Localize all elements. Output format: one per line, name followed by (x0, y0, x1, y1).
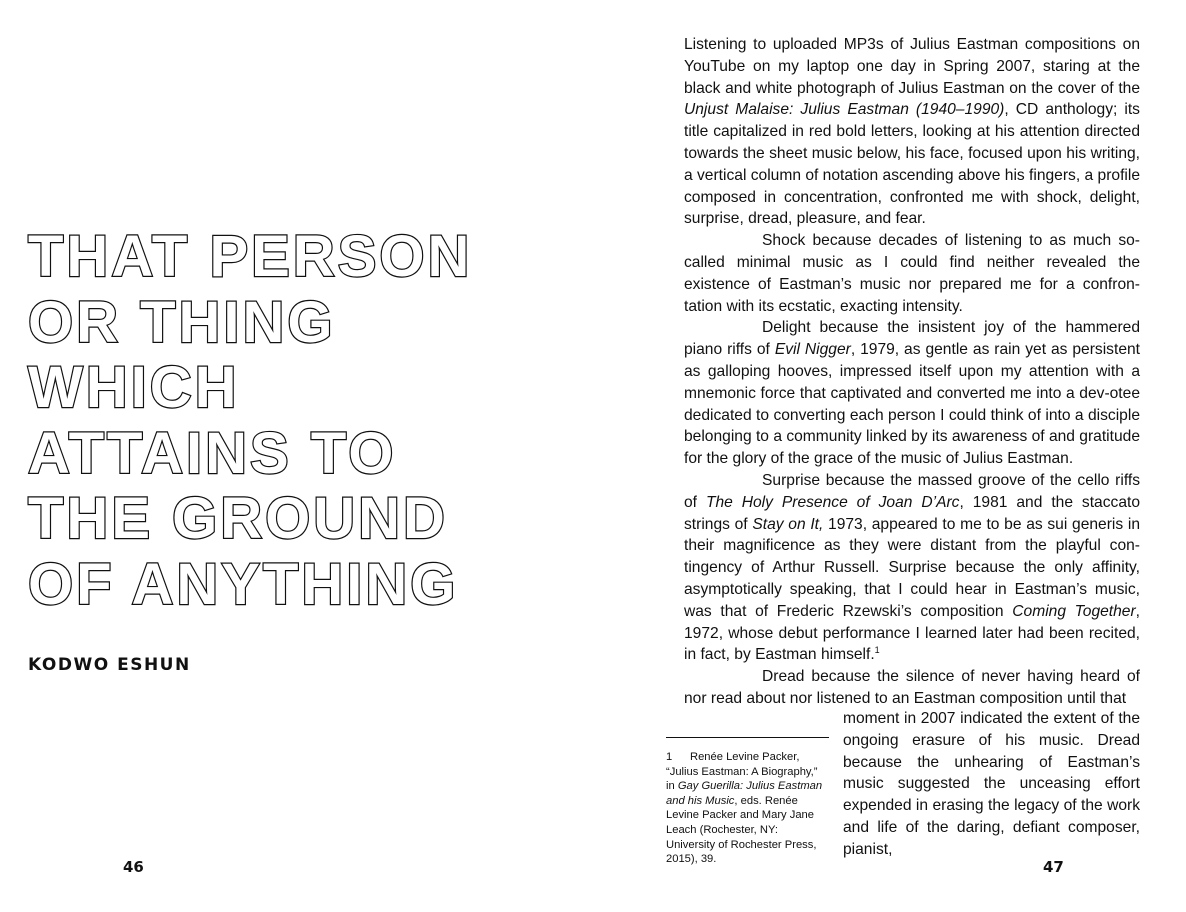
work-title: Stay on It, (752, 515, 824, 533)
paragraph-5-start: Dread because the silence of never having heard of nor read about nor listened to an Eastman composition until that (684, 668, 1140, 707)
text-run: Delight because the insistent joy of the hammered piano riffs of (684, 319, 1140, 359)
title-line: THE GROUND (28, 486, 448, 551)
book-title: Gay Guerilla: Julius Eastman and his Music (666, 780, 823, 807)
text-run: , 1972, whose debut performance I learned later had been recited, in fact, by Eastman himself. (684, 602, 1141, 664)
text-run: , 1981 and the staccato strings of (684, 493, 1140, 533)
footnote-number: 1 (666, 751, 673, 763)
text-run: , CD anthology; its title capitalized in red bold letters, looking at his attention directed towards the sheet music below, his face, focused upon his writing, a vertical column of notation ascending above his fingers, a profile composed in concentration, confronted me with shock, delight, surprise, dread, pleasure, and fear. (684, 101, 1140, 228)
text-run: moment in 2007 indicated the extent of the ongoing erasure of his music. Dread because the unhearing of Eastman’s music suggested the unceasing effort expended in erasing the legacy of the work and life of the daring, defiant composer, pianist, (843, 710, 1140, 858)
footnote-divider (666, 737, 829, 738)
page-number-left: 46 (123, 858, 144, 876)
title-line: THAT PERSON (28, 224, 473, 289)
page-number-right: 47 (1043, 858, 1064, 876)
paragraph-5-continued (843, 708, 1140, 861)
text-run: , eds. Renée Levine Packer and Mary Jane Leach (Rochester, NY: University of Rochester Press, 2015), 39. (666, 794, 817, 866)
text-run: Surprise because the massed groove of the cello riffs of (684, 471, 1140, 511)
essay-title (28, 224, 498, 617)
cd-title: Unjust Malaise: Julius Eastman (1940–1990) (684, 101, 1005, 119)
paragraph-3 (684, 317, 1140, 470)
work-title: The Holy Presence of Joan D’Arc (705, 493, 960, 511)
title-line: WHICH (28, 355, 240, 420)
title-line: ATTAINS TO (28, 420, 397, 486)
title-line: OF ANYTHING (28, 551, 459, 617)
right-page (593, 0, 1186, 912)
text-run: , 1979, as gentle as rain yet as persistent as galloping hooves, impressed itself upon my attention with a mnemonic force that captivated and converted me into a dev-otee dedicated to converting each person I could think of into a disciple belonging to a community linked by its awareness of and gratitude for the glory of the grace of the music of Julius Eastman. (684, 341, 1140, 468)
footnote-reference[interactable]: 1 (874, 645, 880, 656)
body-text (684, 34, 1140, 710)
text-run: Listening to uploaded MP3s of Julius Eastman compositions on YouTube on my laptop one day in Spring 2007, staring at the black and white photograph of Julius Eastman on the cover of the (684, 36, 1140, 97)
title-line: OR THING (28, 289, 336, 355)
paragraph-1 (684, 34, 1140, 230)
work-title: Coming Together (1012, 602, 1136, 620)
text-run: Renée Levine Packer, “Julius Eastman: A Biography,” in (666, 751, 818, 793)
paragraph-2: Shock because decades of listening to as much so-called minimal music as I could find neither revealed the existence of Eastman’s music nor prepared me for a confron-tation with its ecstatic, exacting intensity. (684, 232, 1140, 315)
footnote (666, 750, 826, 867)
text-run: 1973, appeared to me to be as sui generis in their magnificence as they were distant from the playful con-tingency of Arthur Russell. Surprise because the only affinity, asymptotically speaking, that I could hear in Eastman’s music, was that of Frederic Rzewski’s composition (684, 515, 1141, 620)
author-name: KODWO ESHUN (28, 655, 191, 675)
paragraph-4 (684, 470, 1140, 666)
work-title: Evil Nigger (774, 341, 851, 359)
